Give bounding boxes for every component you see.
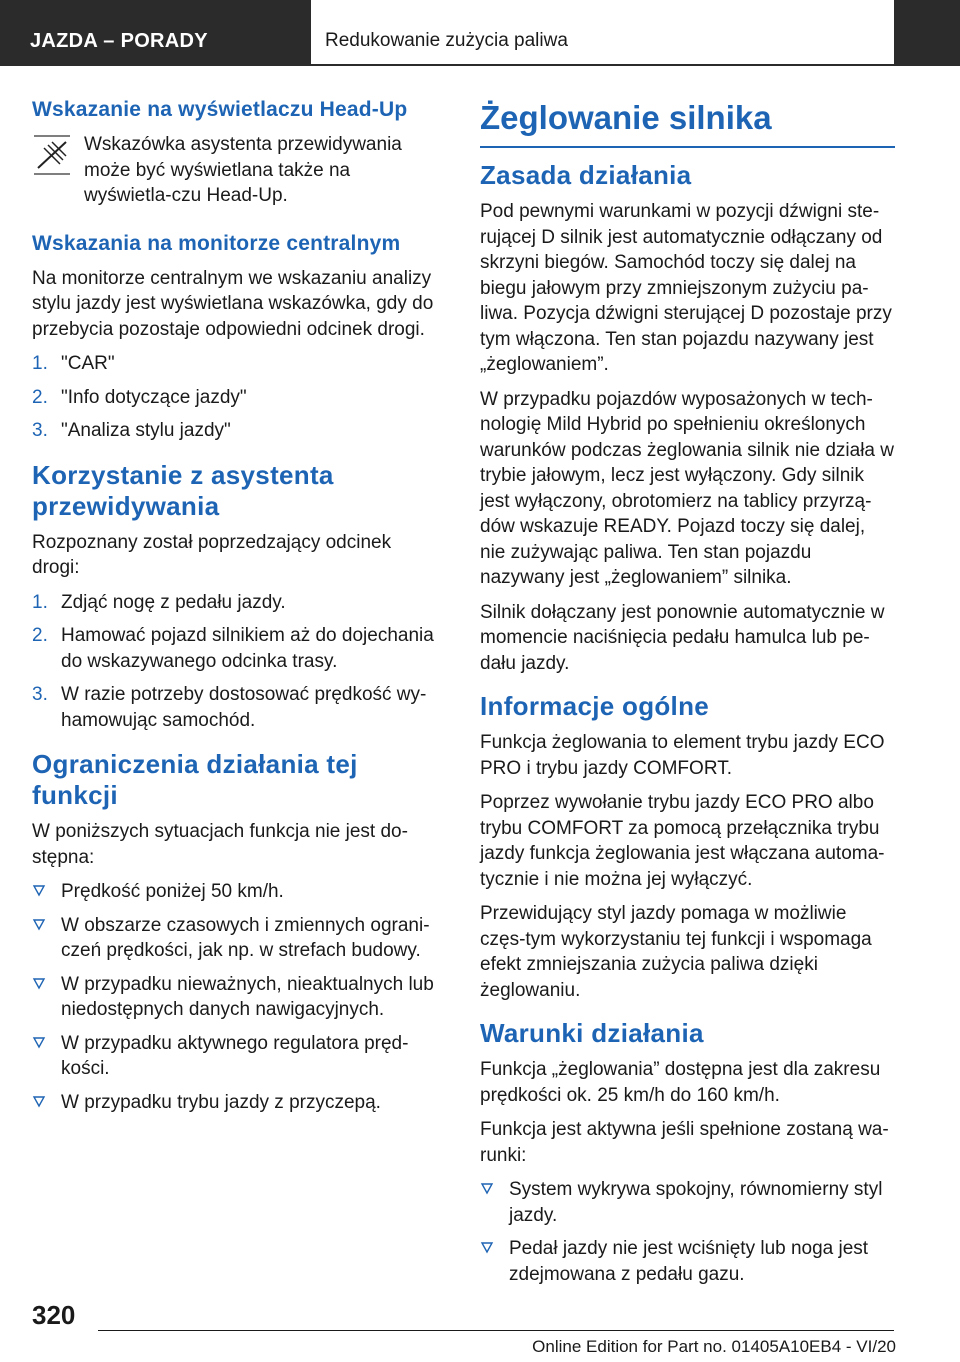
use-text: Rozpoznany został poprzedzający odcinek drogi: <box>32 531 392 578</box>
use-section-title: Korzystanie z asystenta przewidywania <box>32 459 334 521</box>
triangle-bullet-icon <box>32 879 46 901</box>
triangle-bullet-icon <box>32 972 46 994</box>
list-item <box>32 351 442 377</box>
list-item <box>32 913 442 964</box>
list-item <box>32 418 442 444</box>
step-text: "CAR" <box>61 353 115 374</box>
list-item <box>480 1177 895 1228</box>
right-column <box>480 96 895 1297</box>
list-item <box>32 1031 442 1082</box>
assistant-hint-icon <box>32 134 72 176</box>
list-item <box>32 879 442 905</box>
left-column <box>32 96 442 1125</box>
list-item <box>480 1236 895 1287</box>
main-section-title: Żeglowanie silnika <box>480 98 895 148</box>
general-section-title: Informacje ogólne <box>480 691 710 721</box>
step-text: Zdjąć nogę z pedału jazdy. <box>61 591 286 613</box>
step-text: "Info dotyczące jazdy" <box>61 386 247 408</box>
header-chapter-tab <box>311 0 894 64</box>
list-item-text: W przypadku aktywnego regulatora pręd-kości. <box>61 1032 409 1079</box>
limits-text: W poniższych sytuacjach funkcja nie jest do-stępna: <box>32 821 408 868</box>
use-steps-list <box>32 590 442 734</box>
list-item-text: System wykrywa spokojny, równomierny styl jazdy. <box>509 1179 883 1226</box>
step-number: 1. <box>32 353 48 374</box>
footer-divider <box>98 1330 894 1331</box>
limits-list <box>32 879 442 1115</box>
conditions-paragraph: Funkcja „żeglowania” dostępna jest dla zakresu prędkości ok. 25 km/h do 160 km/h. <box>480 1059 881 1106</box>
step-text: "Analiza stylu jazdy" <box>61 420 231 441</box>
cid-section-title: Wskazania na monitorze centralnym <box>32 231 401 255</box>
step-number: 2. <box>32 386 48 408</box>
triangle-bullet-icon <box>32 913 46 935</box>
header-chapter-label: Redukowanie zużycia paliwa <box>325 30 568 51</box>
list-item-text: Prędkość poniżej 50 km/h. <box>61 881 284 902</box>
principle-paragraph: Pod pewnymi warunkami w pozycji dźwigni ste-rującej D silnik jest automatycznie odłączany od skrzyni biegów. Samochód toczy się dalej na biegu jałowym przy zmniejszonym zużyciu pa-liwa. Pozycja dźwigni sterującej D pozostaje przy tym włączona. Ten stan pojazdu nazywany jest „żeglowaniem”. <box>480 201 892 375</box>
limits-section-title: Ograniczenia działania tej funkcji <box>32 749 358 810</box>
principle-section-title: Zasada działania <box>480 160 692 190</box>
step-number: 3. <box>32 684 48 705</box>
triangle-bullet-icon <box>32 1090 46 1112</box>
hud-note <box>32 132 442 209</box>
step-number: 3. <box>32 420 48 441</box>
cid-steps-list <box>32 351 442 444</box>
principle-paragraph: Silnik dołączany jest ponownie automatycznie w momencie naciśnięcia pedału hamulca lub pe-dału jazdy. <box>480 601 885 674</box>
conditions-paragraph: Funkcja jest aktywna jeśli spełnione zostaną wa-runki: <box>480 1119 889 1166</box>
list-item-text: W przypadku nieważnych, nieaktualnych lub niedostępnych danych nawigacyjnych. <box>61 973 434 1020</box>
general-paragraph: Poprzez wywołanie trybu jazdy ECO PRO albo trybu COMFORT za pomocą przełącznika trybu jazdy funkcja żeglowania jest włączana automa-tycznie i nie można jej wyłączyć. <box>480 792 885 890</box>
header-section-label: JAZDA – PORADY <box>30 30 208 52</box>
step-text: Hamować pojazd silnikiem aż do dojechania do wskazywanego odcinka trasy. <box>61 625 434 672</box>
list-item <box>32 682 442 733</box>
triangle-bullet-icon <box>32 1031 46 1053</box>
page-number: 320 <box>32 1300 76 1330</box>
list-item-text: Pedał jazdy nie jest wciśnięty lub noga jest zdejmowana z pedału gazu. <box>509 1238 869 1285</box>
list-item-text: W obszarze czasowych i zmiennych ograni-czeń prędkości, jak np. w strefach budowy. <box>61 914 430 961</box>
conditions-section-title: Warunki działania <box>480 1018 704 1048</box>
list-item <box>32 590 442 616</box>
step-text: W razie potrzeby dostosować prędkość wy-hamowując samochód. <box>61 684 427 731</box>
list-item-text: W przypadku trybu jazdy z przyczepą. <box>61 1091 381 1113</box>
step-number: 2. <box>32 625 48 646</box>
hud-section-title: Wskazanie na wyświetlaczu Head-Up <box>32 98 408 121</box>
general-paragraph: Funkcja żeglowania to element trybu jazdy ECO PRO i trybu jazdy COMFORT. <box>480 732 885 779</box>
list-item <box>32 972 442 1023</box>
list-item <box>32 623 442 674</box>
hud-note-text: Wskazówka asystenta przewidywania może być wyświetlana także na wyświetla-czu Head-Up. <box>84 134 402 206</box>
footer-edition: Online Edition for Part no. 01405A10EB4 - VI/20 <box>532 1337 896 1356</box>
list-item <box>32 385 442 411</box>
cid-text: Na monitorze centralnym we wskazaniu analizy stylu jazdy jest wyświetlana wskazówka, gdy do przebycia pozostaje odpowiedni odcinek drogi. <box>32 267 434 340</box>
triangle-bullet-icon <box>480 1236 494 1258</box>
list-item <box>32 1090 442 1116</box>
principle-paragraph: W przypadku pojazdów wyposażonych w tech-nologię Mild Hybrid po spełnieniu określonych warunków podczas żeglowania silnik nie działa w trybie jałowym, lecz jest wyłączony. Gdy silnik jest wyłączony, obrotomierz na tablicy przyrzą-dów wskazuje READY. Pojazd toczy się dalej, nie zużywając paliwa. Ten stan pojazdu nazywany jest „żeglowaniem” silnika. <box>480 388 894 588</box>
conditions-list <box>480 1177 895 1287</box>
header-section-tab <box>0 0 298 66</box>
step-number: 1. <box>32 591 48 613</box>
general-paragraph: Przewidujący styl jazdy pomaga w możliwie częs-tym wykorzystaniu tej funkcji i wspomaga efekt zmniejszania zużycia paliwa dzięki żeglowaniu. <box>480 903 872 1001</box>
triangle-bullet-icon <box>480 1177 494 1199</box>
